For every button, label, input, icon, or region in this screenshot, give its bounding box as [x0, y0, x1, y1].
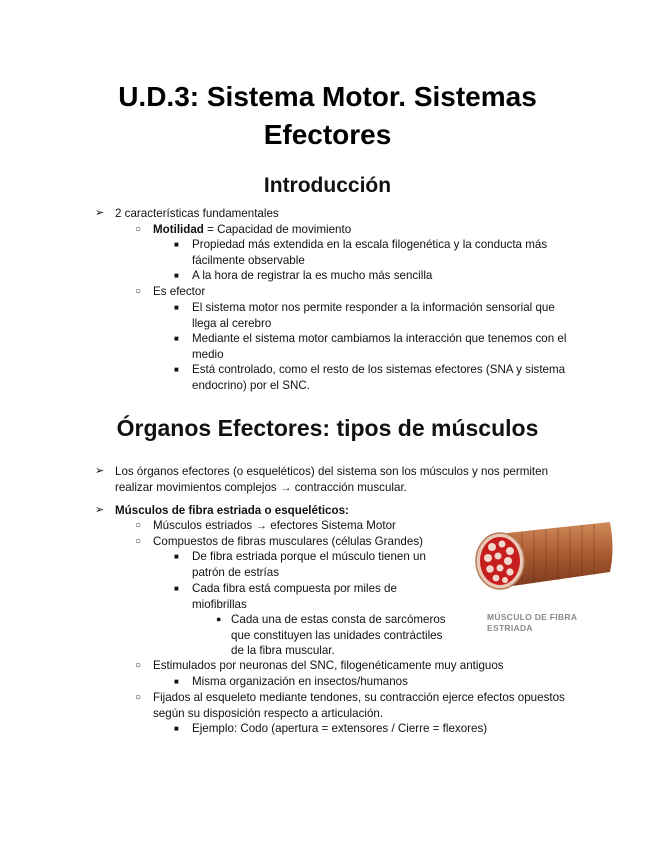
bullet-motilidad	[153, 222, 351, 238]
bullet-compuestos: ○ Compuestos de fibras musculares (células Grandes)	[153, 534, 423, 550]
heading-organos-efectores: Órganos Efectores: tipos de músculos	[116, 415, 539, 441]
bullet-registrar: ■ A la hora de registrar la es mucho más sencilla	[192, 268, 432, 284]
document-title	[60, 78, 595, 154]
bullet-es-efector: ○ Es efector	[153, 284, 205, 300]
bullet-miofibrillas: ■ Cada fibra está compuesta por miles de miofibrillas	[192, 581, 397, 612]
bullet-estriados: ○ Músculos estriados → efectores Sistema Motor	[153, 518, 396, 534]
bullet-interaccion: ■ Mediante el sistema motor cambiamos la interacción que tenemos con el medio	[192, 331, 566, 362]
bullet-sarcomeros: ● Cada una de estas consta de sarcómeros que constituyen las unidades contráctiles de la fibra muscular.	[231, 612, 446, 659]
title-line-1: U.D.3: Sistema Motor. Sistemas	[118, 81, 537, 112]
figure-caption: MÚSCULO DE FIBRA ESTRIADA	[487, 612, 578, 633]
motilidad-label: Motilidad	[153, 223, 204, 236]
motilidad-text: = Capacidad de movimiento	[203, 223, 352, 236]
bullet-caracteristicas: ➢ 2 características fundamentales	[115, 206, 279, 222]
heading-introduccion: Introducción	[263, 174, 392, 197]
bullet-responder: ■ El sistema motor nos permite responder a la información sensorial que llega al cerebro	[192, 300, 555, 331]
bullet-insectos: ■ Misma organización en insectos/humanos	[192, 674, 408, 690]
bullet-controlado: ■ Está controlado, como el resto de los sistemas efectores (SNA y sistema endocrino) por el SNC.	[192, 362, 565, 393]
bullet-ejemplo-codo: ■ Ejemplo: Codo (apertura = extensores / Cierre = flexores)	[192, 721, 487, 737]
bullet-fijados: ○ Fijados al esqueleto mediante tendones, su contracción ejerce efectos opuestos según su disposición respecto a articulación.	[153, 690, 565, 721]
fibra-estriada-label: Músculos de fibra estriada o esqueléticos:	[115, 504, 349, 517]
bullet-propiedad: ■ Propiedad más extendida en la escala filogenética y la conducta más fácilmente observable	[192, 237, 547, 268]
title-line-2: Efectores	[263, 119, 392, 150]
bullet-estimulados: ○ Estimulados por neuronas del SNC, filogenéticamente muy antiguos	[153, 658, 504, 674]
bullet-patron-estrias: ■ De fibra estriada porque el músculo tienen un patrón de estrías	[192, 549, 426, 580]
bullet-fibra-estriada	[115, 503, 349, 519]
bullet-organos-efectores: ➢ Los órganos efectores (o esqueléticos) del sistema son los músculos y nos permiten realizar movimientos complejos → contracción muscular.	[115, 464, 548, 495]
muscle-cross-section	[476, 533, 524, 589]
